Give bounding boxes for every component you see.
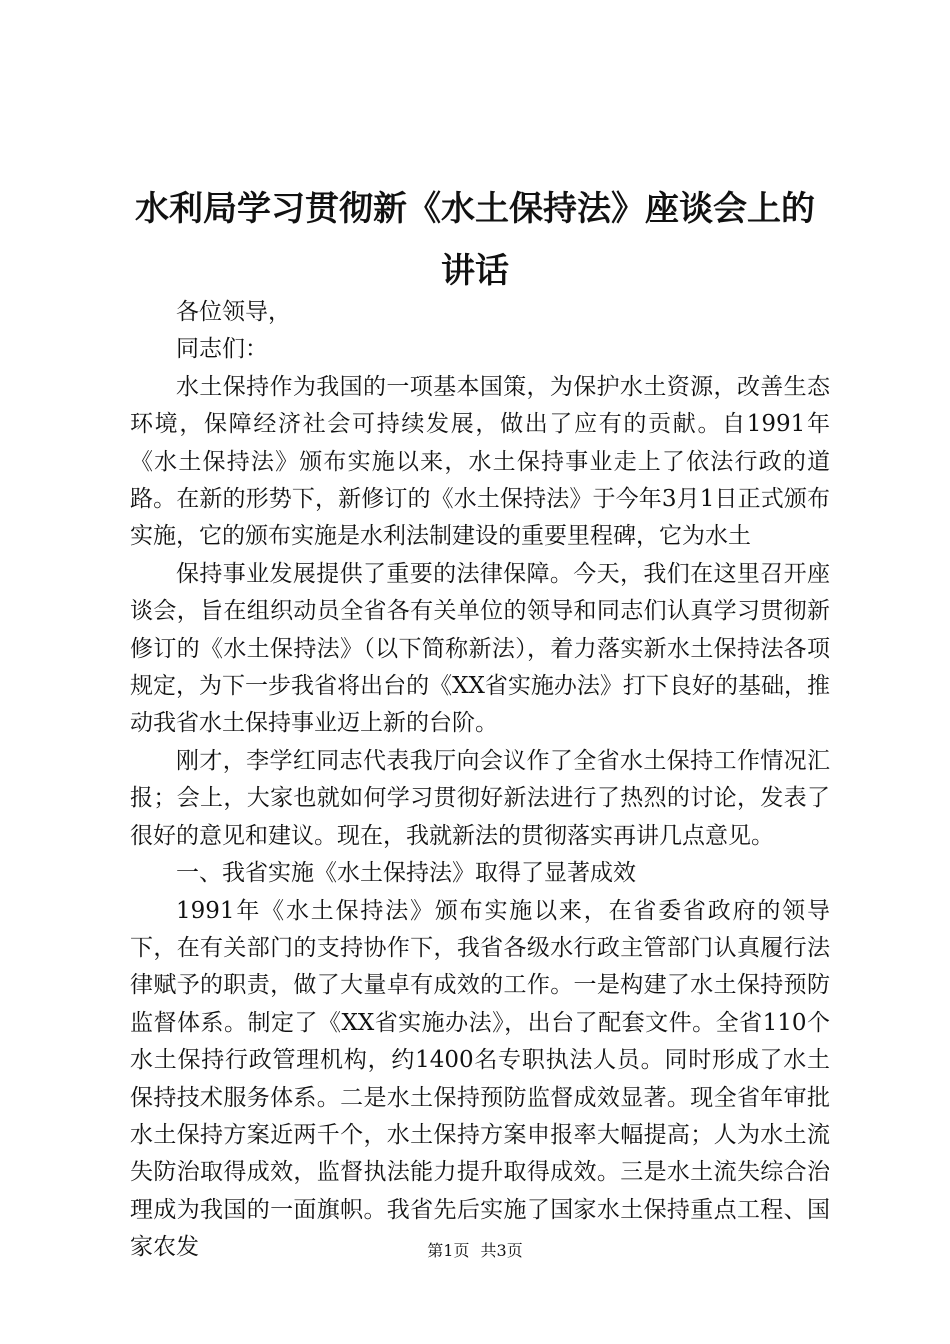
paragraph-achievements: 1991年《水土保持法》颁布实施以来，在省委省政府的领导下，在有关部门的支持协作下，我省各级水行政主管部门认真履行法律赋予的职责，做了大量卓有成效的工作。一是构建了水土保持预防监督体系。制定了《XX省实施办法》，出台了配套文件。全省110个水土保持行政管理机构，约1400名专职执法人员。同时形成了水土保持技术服务体系。二是水土保持预防监督成效显著。现全省年审批水土保持方案近两千个，水土保持方案申报率大幅提高；人为水土流失防治取得成效，监督执法能力提升取得成效。三是水土流失综合治理成为我国的一面旗帜。我省先后实施了国家水土保持重点工程、国家农发	[130, 897, 830, 1261]
paragraph-opinions: 刚才，李学红同志代表我厅向会议作了全省水土保持工作情况汇报；会上，大家也就如何学习贯彻好新法进行了热烈的讨论，发表了很好的意见和建议。现在，我就新法的贯彻落实再讲几点意见。	[130, 747, 830, 849]
paragraph-purpose: 保持事业发展提供了重要的法律保障。今天，我们在这里召开座谈会，旨在组织动员全省各有关单位的领导和同志们认真学习贯彻新修订的《水土保持法》（以下简称新法），着力落实新水土保持法各项规定，为下一步我省将出台的《XX省实施办法》打下良好的基础，推动我省水土保持事业迈上新的台阶。	[130, 560, 830, 737]
paragraph-intro: 水土保持作为我国的一项基本国策，为保护水土资源，改善生态环境，保障经济社会可持续发展，做出了应有的贡献。自1991年《水土保持法》颁布实施以来，水土保持事业走上了依法行政的道路。在新的形势下，新修订的《水土保持法》于今年3月1日正式颁布实施，它的颁布实施是水利法制建设的重要里程碑，它为水土	[130, 373, 830, 550]
document-title: 水利局学习贯彻新《水土保持法》座谈会上的讲话	[135, 189, 815, 291]
document-body	[130, 294, 830, 1267]
page-number-current: 第1页	[427, 1241, 470, 1260]
salutation-comrades: 同志们：	[176, 336, 268, 363]
section-heading-1: 一、我省实施《水土保持法》取得了显著成效	[176, 860, 636, 887]
page-number-total: 共3页	[480, 1241, 523, 1260]
page-footer	[0, 1240, 950, 1262]
salutation-leaders: 各位领导，	[176, 299, 291, 325]
